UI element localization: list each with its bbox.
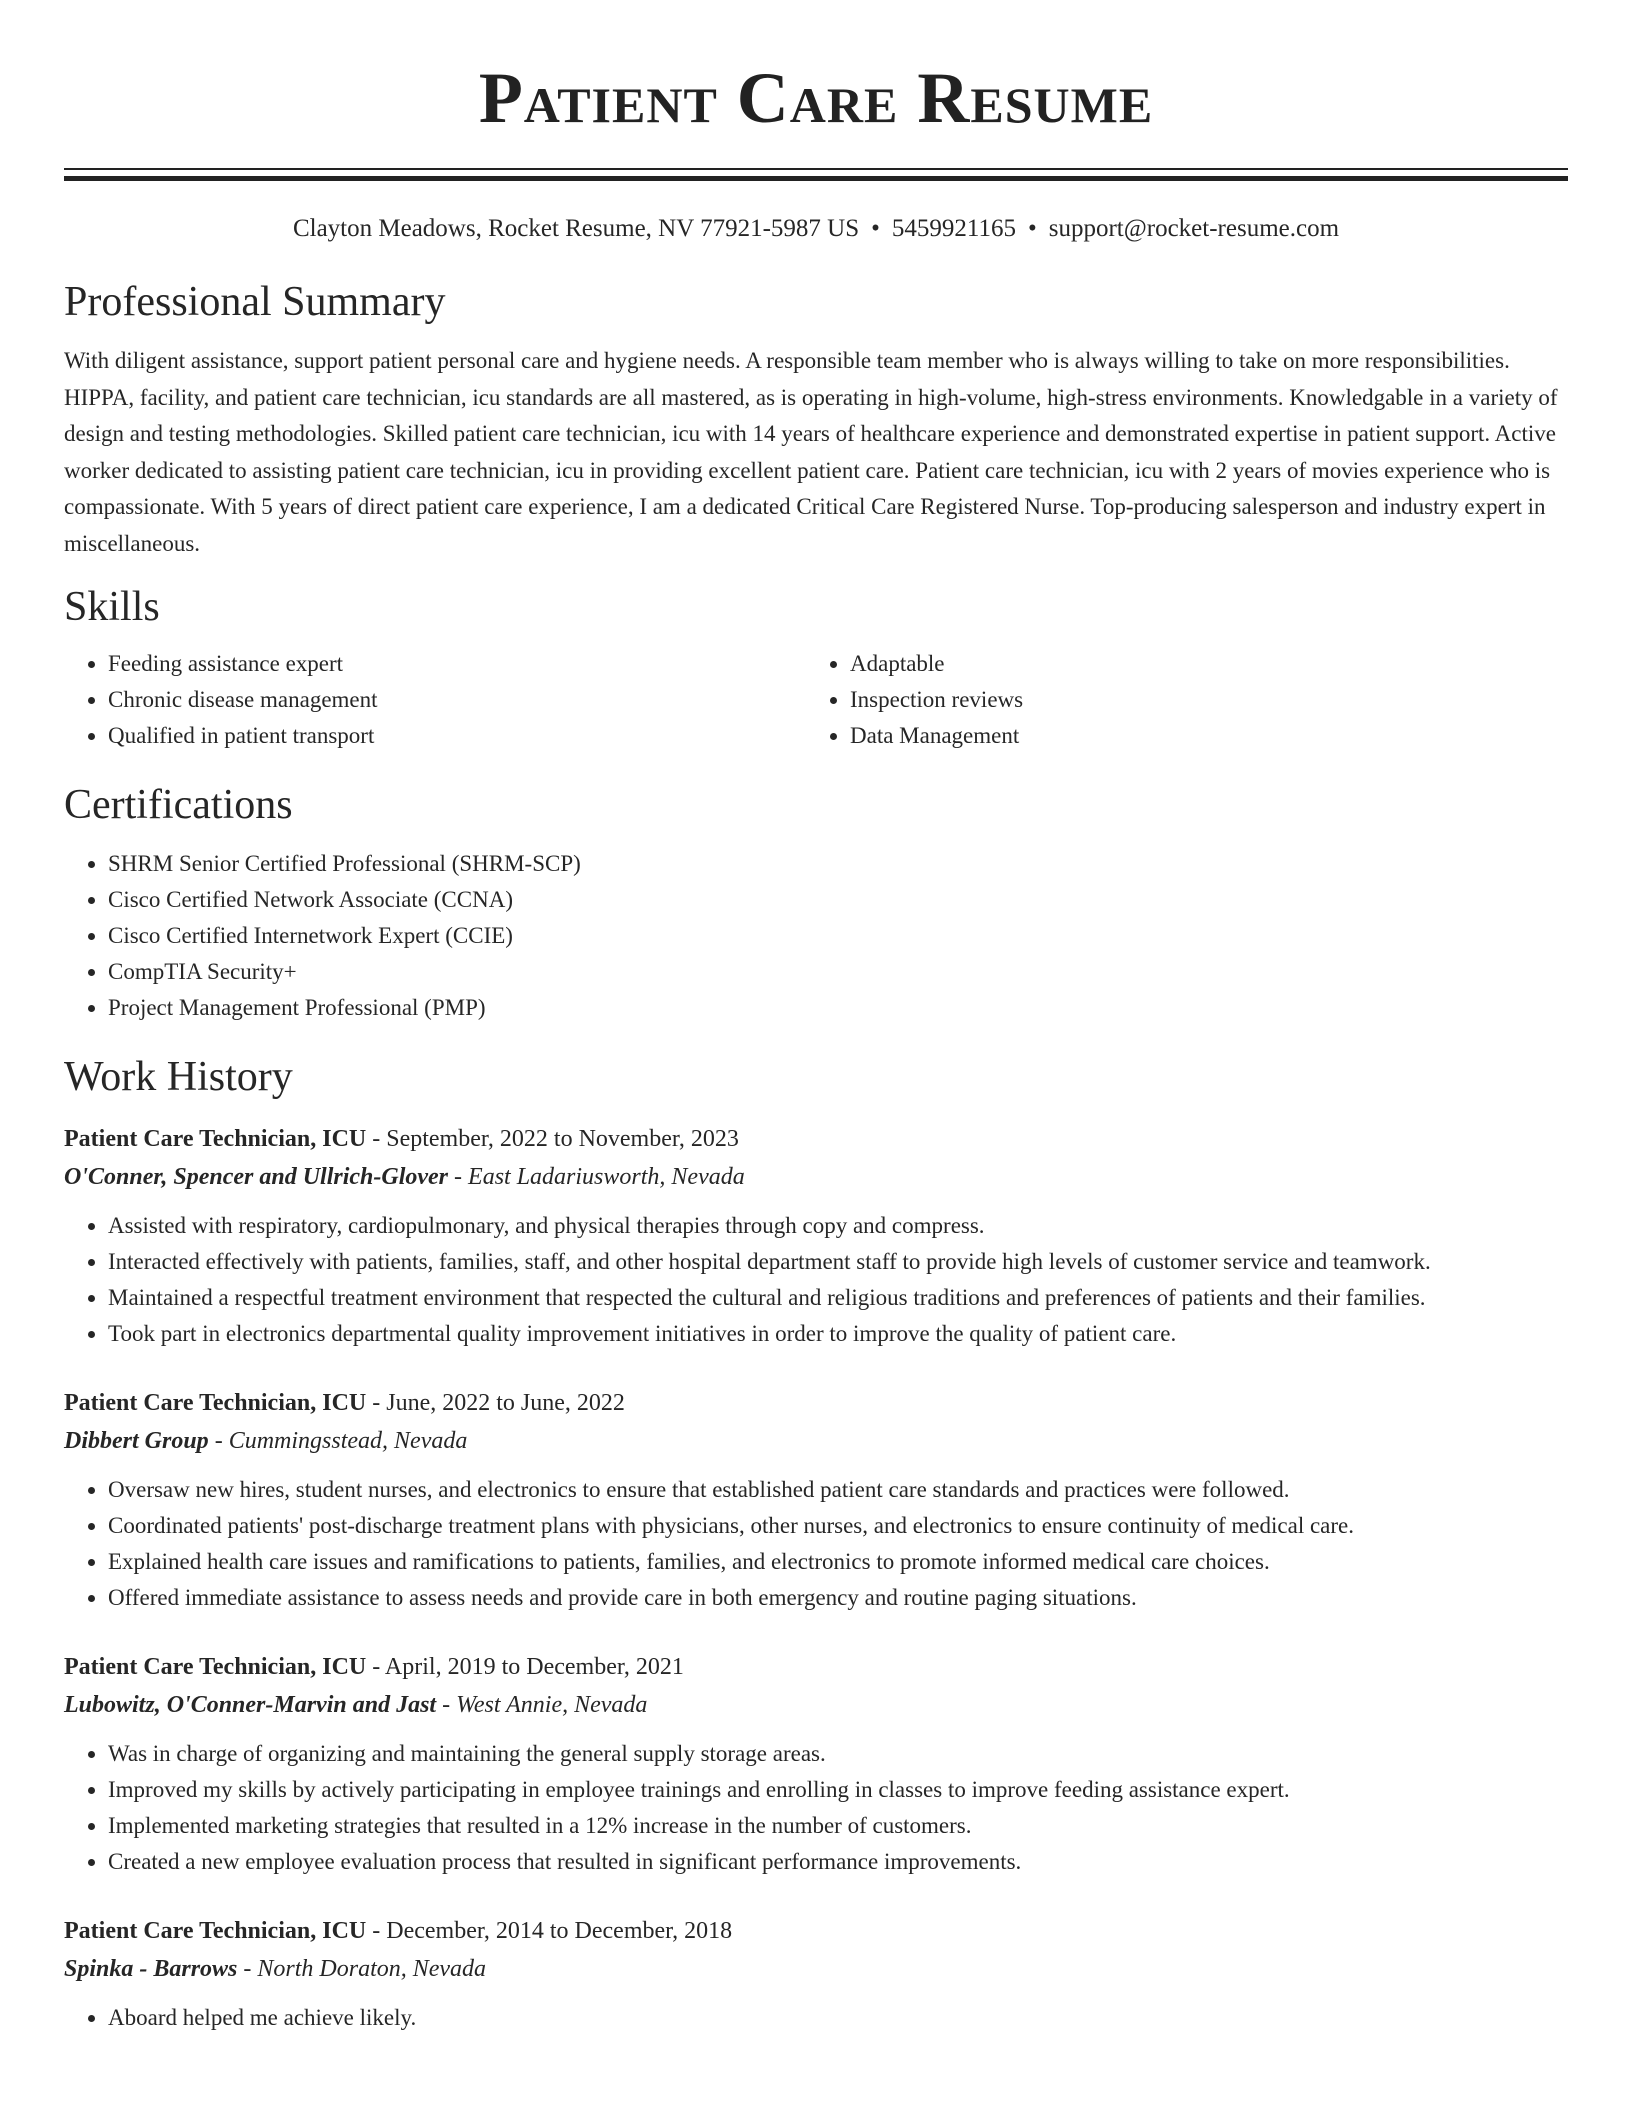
skills-column-right bbox=[806, 646, 1548, 754]
job-title: Patient Care Technician, ICU bbox=[64, 1918, 367, 1944]
certification-item: • SHRM Senior Certified Professional (SHRM-SCP) bbox=[108, 846, 1568, 882]
skills-list-right bbox=[806, 646, 1548, 754]
job-title: Patient Care Technician, ICU bbox=[64, 1390, 367, 1416]
job-title-line bbox=[64, 1122, 1568, 1156]
contact-line bbox=[64, 213, 1568, 245]
job-title-line bbox=[64, 1650, 1568, 1684]
job-bullet: • Explained health care issues and ramifications to patients, families, and electronics to promote informed medical care choices. bbox=[108, 1544, 1568, 1580]
skill-item: • Qualified in patient transport bbox=[108, 718, 806, 754]
job-dash: - bbox=[436, 1692, 457, 1718]
job-dash: - bbox=[208, 1428, 229, 1454]
job-entry bbox=[64, 1386, 1568, 1616]
certifications-list bbox=[64, 846, 1568, 1026]
job-title: Patient Care Technician, ICU bbox=[64, 1126, 367, 1152]
job-location: East Ladariusworth, Nevada bbox=[468, 1164, 745, 1190]
skills-columns bbox=[64, 646, 1568, 754]
contact-address: Clayton Meadows, Rocket Resume, NV 77921-5987 US bbox=[292, 215, 860, 242]
job-bullet: • Offered immediate assistance to assess needs and provide care in both emergency and routine paging situations. bbox=[108, 1580, 1568, 1616]
skill-item: • Data Management bbox=[850, 718, 1548, 754]
certification-item: • CompTIA Security+ bbox=[108, 954, 1568, 990]
job-dash: - bbox=[237, 1956, 258, 1982]
job-dash: - bbox=[366, 1126, 387, 1152]
skill-item: • Chronic disease management bbox=[108, 682, 806, 718]
job-location: North Doraton, Nevada bbox=[257, 1956, 487, 1982]
job-location: West Annie, Nevada bbox=[456, 1692, 648, 1718]
resume-title: Patient Care Resume bbox=[478, 58, 1154, 138]
skill-item: • Inspection reviews bbox=[850, 682, 1548, 718]
job-bullet: • Improved my skills by actively participating in employee trainings and enrolling in classes to improve feeding assistance expert. bbox=[108, 1772, 1568, 1808]
skills-list-left bbox=[64, 646, 806, 754]
job-bullet: • Coordinated patients' post-discharge treatment plans with physicians, other nurses, and electronics to ensure continuity of medical care. bbox=[108, 1508, 1568, 1544]
certification-item: • Project Management Professional (PMP) bbox=[108, 990, 1568, 1026]
job-dates: December, 2014 to December, 2018 bbox=[386, 1918, 733, 1944]
job-bullets bbox=[64, 1736, 1568, 1880]
skill-item: • Feeding assistance expert bbox=[108, 646, 806, 682]
job-entry bbox=[64, 1914, 1568, 2036]
job-dates: September, 2022 to November, 2023 bbox=[386, 1126, 739, 1152]
job-title: Patient Care Technician, ICU bbox=[64, 1654, 367, 1680]
job-bullet: • Maintained a respectful treatment environment that respected the cultural and religious traditions and preferences of patients and their families. bbox=[108, 1280, 1568, 1316]
job-dash: - bbox=[366, 1390, 387, 1416]
job-title-line bbox=[64, 1914, 1568, 1948]
job-bullet: • Was in charge of organizing and maintaining the general supply storage areas. bbox=[108, 1736, 1568, 1772]
skill-item: • Adaptable bbox=[850, 646, 1548, 682]
job-dates: June, 2022 to June, 2022 bbox=[386, 1390, 625, 1416]
contact-email: support@rocket-resume.com bbox=[1048, 215, 1340, 242]
job-bullet: • Oversaw new hires, student nurses, and electronics to ensure that established patient care standards and practices were followed. bbox=[108, 1472, 1568, 1508]
job-bullet: • Aboard helped me achieve likely. bbox=[108, 2000, 1568, 2036]
certifications-heading: Certifications bbox=[64, 782, 293, 828]
job-dash: - bbox=[448, 1164, 469, 1190]
job-bullets bbox=[64, 1208, 1568, 1352]
job-bullet: • Interacted effectively with patients, families, staff, and other hospital department staff to provide high levels of customer service and teamwork. bbox=[108, 1244, 1568, 1280]
job-company: Lubowitz, O'Conner-Marvin and Jast bbox=[64, 1692, 437, 1718]
job-company: Dibbert Group bbox=[64, 1428, 209, 1454]
job-bullet: • Assisted with respiratory, cardiopulmonary, and physical therapies through copy and compress. bbox=[108, 1208, 1568, 1244]
job-bullets bbox=[64, 1472, 1568, 1616]
skills-heading: Skills bbox=[64, 584, 160, 630]
job-title-line bbox=[64, 1386, 1568, 1420]
title-divider-thick bbox=[64, 176, 1568, 181]
job-bullet: • Took part in electronics departmental quality improvement initiatives in order to improve the quality of patient care. bbox=[108, 1316, 1568, 1352]
job-company-line bbox=[64, 1952, 1568, 1986]
job-company-line bbox=[64, 1160, 1568, 1194]
job-company: Spinka - Barrows bbox=[64, 1956, 238, 1982]
title-divider-thin bbox=[64, 168, 1568, 170]
job-bullet: • Implemented marketing strategies that resulted in a 12% increase in the number of customers. bbox=[108, 1808, 1568, 1844]
job-company-line bbox=[64, 1688, 1568, 1722]
job-entry bbox=[64, 1122, 1568, 1352]
job-dates: April, 2019 to December, 2021 bbox=[384, 1654, 684, 1680]
certification-item: • Cisco Certified Network Associate (CCNA) bbox=[108, 882, 1568, 918]
contact-separator: • bbox=[1027, 215, 1037, 242]
summary-heading: Professional Summary bbox=[64, 279, 446, 325]
certification-item: • Cisco Certified Internetwork Expert (CCIE) bbox=[108, 918, 1568, 954]
skills-column-left bbox=[64, 646, 806, 754]
job-entry bbox=[64, 1650, 1568, 1880]
contact-phone: 5459921165 bbox=[891, 215, 1016, 242]
job-bullet: • Created a new employee evaluation process that resulted in significant performance improvements. bbox=[108, 1844, 1568, 1880]
job-bullets bbox=[64, 2000, 1568, 2036]
work-history-heading: Work History bbox=[64, 1054, 293, 1100]
job-dash: - bbox=[366, 1918, 387, 1944]
contact-separator: • bbox=[871, 215, 880, 242]
job-company: O'Conner, Spencer and Ullrich-Glover bbox=[64, 1164, 449, 1190]
job-dash: - bbox=[366, 1654, 385, 1680]
job-company-line bbox=[64, 1424, 1568, 1458]
job-location: Cummingsstead, Nevada bbox=[228, 1428, 468, 1454]
summary-text: With diligent assistance, support patient personal care and hygiene needs. A responsible team member who is always willing to take on more responsibilities. HIPPA, facility, and patient care technician, icu standards are all mastered, as is operating in high-volume, high-stress environments. Knowledgable in a variety of design and testing methodologies. Skilled patient care technician, icu with 14 years of healthcare experience and demonstrated expertise in patient support. Active worker dedicated to assisting patient care technician, icu in providing excellent patient care. Patient care technician, icu with 2 years of movies experience who is compassionate. With 5 years of direct patient care experience, I am a dedicated Critical Care Registered Nurse. Top-producing salesperson and industry expert in miscellaneous. bbox=[64, 348, 1558, 556]
